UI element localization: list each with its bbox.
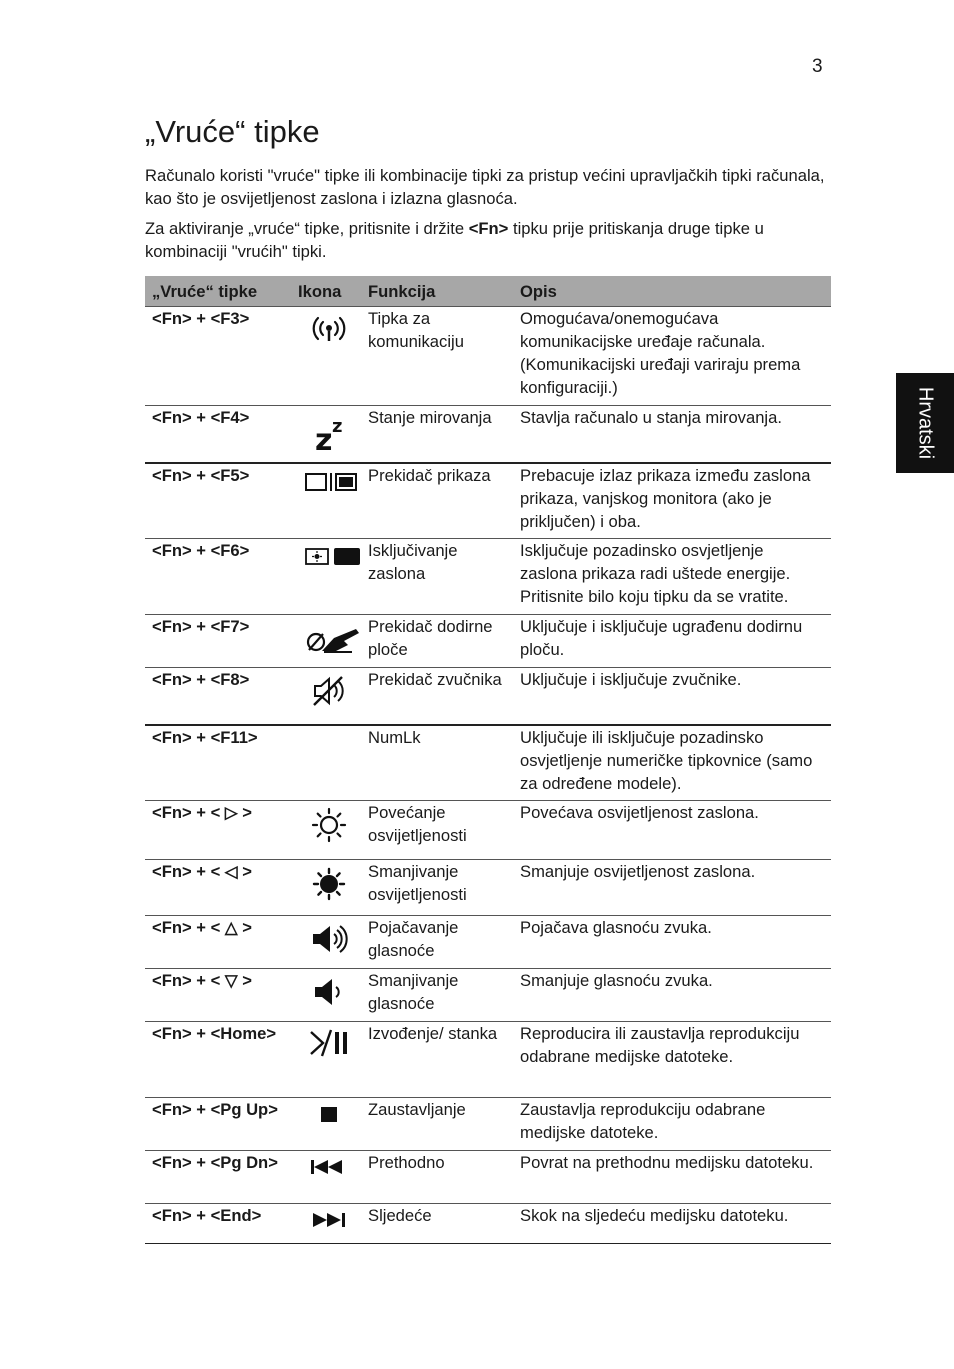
- hotkey-combination: <Fn> + <F3>: [145, 307, 297, 406]
- hotkey-combination: <Fn> + < ▽ >: [145, 969, 297, 1022]
- table-row: [145, 463, 831, 539]
- hotkey-description: Povrat na prethodnu medijsku datoteku.: [513, 1151, 831, 1204]
- hotkey-function: Stanje mirovanja: [361, 406, 513, 463]
- table-row: [145, 1022, 831, 1098]
- hotkey-icon-cell: [297, 1098, 361, 1151]
- play-pause-icon: [304, 1028, 354, 1058]
- intro-paragraph: Računalo koristi "vruće" tipke ili kombinacije tipki za pristup većini upravljačkih tipki računala, kao što je osvijetljenost zaslona i izlazna glasnoća.: [145, 166, 825, 208]
- hotkey-description: Omogućava/onemogućava komunikacijske uređaje računala. (Komunikacijski uređaji variraju prema konfiguraciji.): [513, 307, 831, 406]
- hotkey-description: Prebacuje izlaz prikaza između zaslona prikaza, vanjskog monitora (ako je priključen) i oba.: [513, 463, 831, 539]
- touchpad-toggle-icon: [304, 621, 354, 655]
- table-row: [145, 539, 831, 615]
- hotkey-description: Uključuje ili isključuje pozadinsko osvjetljenje numeričke tipkovnice (samo za određene modele).: [513, 725, 831, 801]
- page-title: „Vruće“ tipke: [145, 114, 320, 149]
- hotkey-description: Zaustavlja reprodukciju odabrane medijske datoteke.: [513, 1098, 831, 1151]
- table-row: [145, 801, 831, 860]
- hotkey-table: [145, 276, 831, 1244]
- hotkey-icon-cell: [297, 668, 361, 725]
- table-row: [145, 307, 831, 406]
- language-tab-label: Hrvatski: [914, 386, 937, 460]
- hotkey-combination: <Fn> + <F11>: [145, 725, 297, 801]
- brightness-up-icon: [304, 807, 354, 843]
- hotkey-description: Smanjuje glasnoću zvuka.: [513, 969, 831, 1022]
- hotkey-icon-cell: [297, 801, 361, 860]
- hotkey-combination: <Fn> + <F4>: [145, 406, 297, 463]
- hotkey-description: Reproducira ili zaustavlja reprodukciju odabrane medijske datoteke.: [513, 1022, 831, 1098]
- hotkey-combination: <Fn> + <Pg Dn>: [145, 1151, 297, 1204]
- svg-text:z: z: [315, 423, 333, 452]
- previous-track-icon: [304, 1157, 354, 1177]
- svg-text:z: z: [332, 416, 343, 437]
- hotkey-icon-cell: [297, 1204, 361, 1244]
- table-row: [145, 1151, 831, 1204]
- hotkey-combination: <Fn> + <Pg Up>: [145, 1098, 297, 1151]
- hotkey-combination: <Fn> + <F8>: [145, 668, 297, 725]
- hotkey-combination: <Fn> + <F5>: [145, 463, 297, 539]
- hotkey-icon-cell: [297, 539, 361, 615]
- table-row: [145, 1204, 831, 1244]
- hotkey-function: Isključivanje zaslona: [361, 539, 513, 615]
- table-row: [145, 1098, 831, 1151]
- hotkey-function: Sljedeće: [361, 1204, 513, 1244]
- page-number: 3: [812, 56, 823, 77]
- fn-instruction-paragraph: [145, 217, 835, 263]
- hotkey-combination: <Fn> + < △ >: [145, 916, 297, 969]
- fn-instruction-before: Za aktiviranje „vruće“ tipke, pritisnite i držite: [145, 219, 469, 238]
- header-description: Opis: [513, 276, 831, 307]
- hotkey-icon-cell: [297, 1151, 361, 1204]
- hotkey-table-body: [145, 307, 831, 1244]
- hotkey-function: Pojačavanje glasnoće: [361, 916, 513, 969]
- next-track-icon: [304, 1210, 354, 1230]
- hotkey-function: Zaustavljanje: [361, 1098, 513, 1151]
- hotkey-description: Skok na sljedeću medijsku datoteku.: [513, 1204, 831, 1244]
- fn-key-label: <Fn>: [468, 219, 509, 238]
- hotkey-function: Smanjivanje glasnoće: [361, 969, 513, 1022]
- hotkey-combination: <Fn> + < ▷ >: [145, 801, 297, 860]
- speaker-mute-icon: [304, 674, 354, 708]
- table-row: [145, 615, 831, 668]
- display-off-icon: [304, 545, 354, 569]
- table-row: [145, 725, 831, 801]
- wireless-icon: [304, 313, 354, 345]
- header-function: Funkcija: [361, 276, 513, 307]
- display-switch-icon: [304, 470, 354, 494]
- table-row: [145, 668, 831, 725]
- hotkey-function: Povećanje osvijetljenosti: [361, 801, 513, 860]
- hotkey-description: Smanjuje osvijetljenost zaslona.: [513, 860, 831, 916]
- hotkey-icon-cell: [297, 615, 361, 668]
- hotkey-function: Prethodno: [361, 1151, 513, 1204]
- sleep-icon: [304, 412, 354, 452]
- hotkey-icon-cell: [297, 969, 361, 1022]
- hotkey-combination: <Fn> + <F7>: [145, 615, 297, 668]
- table-row: [145, 406, 831, 463]
- fn-instruction-after: tipku prije pritiskanja druge tipke u kombinaciji "vrućih" tipki.: [145, 219, 764, 261]
- volume-down-icon: [304, 975, 354, 1009]
- hotkey-icon-cell: [297, 1022, 361, 1098]
- hotkey-icon-cell: [297, 463, 361, 539]
- language-side-tab: [896, 373, 954, 473]
- hotkey-description: Povećava osvijetljenost zaslona.: [513, 801, 831, 860]
- hotkey-description: Pojačava glasnoću zvuka.: [513, 916, 831, 969]
- hotkey-function: Tipka za komunikaciju: [361, 307, 513, 406]
- hotkey-description: Isključuje pozadinsko osvjetljenje zaslona prikaza radi uštede energije. Pritisnite bilo koju tipku da se vratite.: [513, 539, 831, 615]
- hotkey-table-header: [145, 276, 831, 307]
- hotkey-combination: <Fn> + < ◁ >: [145, 860, 297, 916]
- table-row: [145, 860, 831, 916]
- hotkey-description: Stavlja računalo u stanja mirovanja.: [513, 406, 831, 463]
- hotkey-combination: <Fn> + <End>: [145, 1204, 297, 1244]
- table-row: [145, 969, 831, 1022]
- hotkey-function: Smanjivanje osvijetljenosti: [361, 860, 513, 916]
- hotkey-function: Prekidač prikaza: [361, 463, 513, 539]
- hotkey-description: Uključuje i isključuje ugrađenu dodirnu ploču.: [513, 615, 831, 668]
- table-row: [145, 916, 831, 969]
- brightness-down-icon: [304, 866, 354, 902]
- hotkey-function: Izvođenje/ stanka: [361, 1022, 513, 1098]
- hotkey-function: NumLk: [361, 725, 513, 801]
- hotkey-icon-cell: [297, 725, 361, 801]
- hotkey-combination: <Fn> + <F6>: [145, 539, 297, 615]
- hotkey-description: Uključuje i isključuje zvučnike.: [513, 668, 831, 725]
- hotkey-combination: <Fn> + <Home>: [145, 1022, 297, 1098]
- header-hotkey: „Vruće“ tipke: [145, 276, 297, 307]
- hotkey-icon-cell: [297, 860, 361, 916]
- hotkey-icon-cell: [297, 916, 361, 969]
- hotkey-function: Prekidač zvučnika: [361, 668, 513, 725]
- volume-up-icon: [304, 922, 354, 956]
- hotkey-icon-cell: [297, 307, 361, 406]
- hotkey-icon-cell: [297, 406, 361, 463]
- header-icon: Ikona: [297, 276, 361, 307]
- hotkey-function: Prekidač dodirne ploče: [361, 615, 513, 668]
- stop-icon: [304, 1104, 354, 1124]
